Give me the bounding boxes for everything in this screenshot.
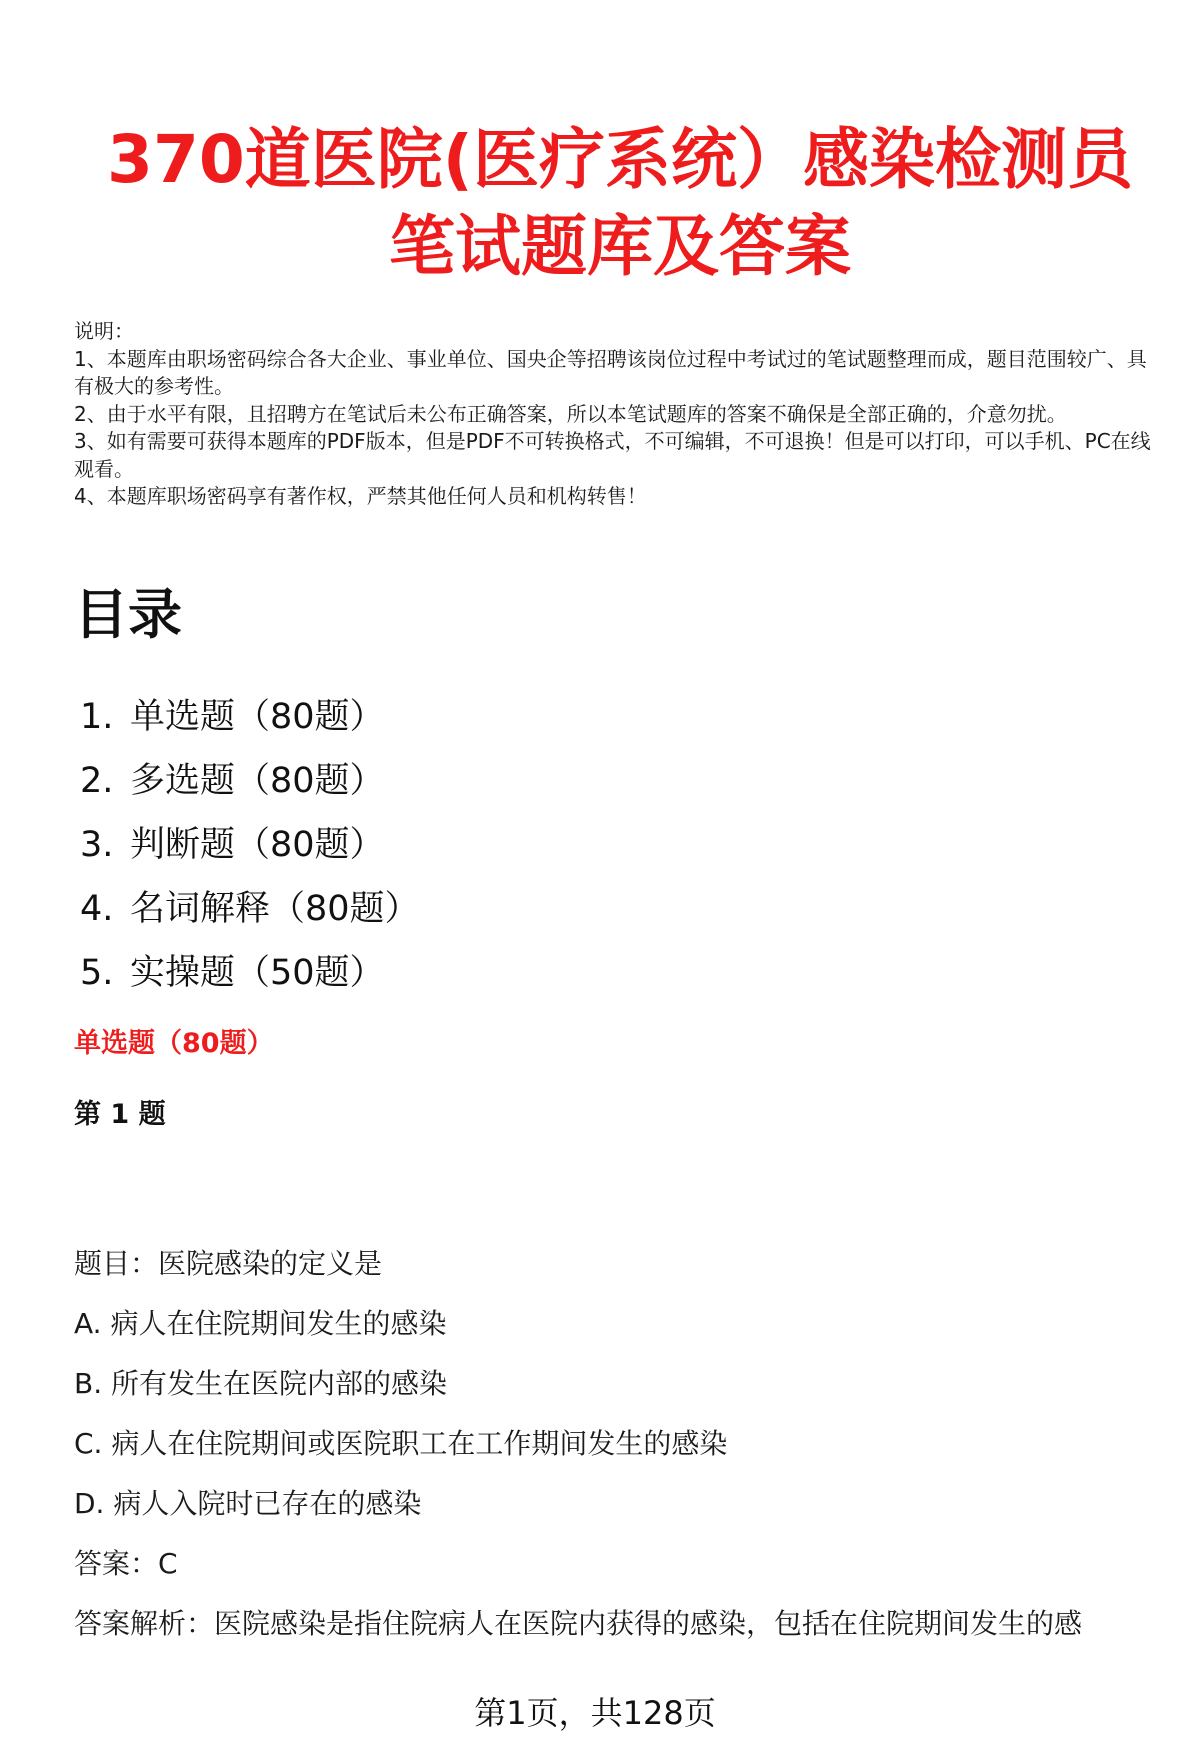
table-of-contents <box>80 685 420 1005</box>
instruction-item-1: 1、本题库由职场密码综合各大企业、事业单位、国央企等招聘该岗位过程中考试过的笔试题整理而成，题目范围较广、具有极大的参考性。 <box>74 346 1147 398</box>
toc-item[interactable] <box>80 685 420 749</box>
page-footer: 第1页，共128页 <box>474 1694 716 1732</box>
toc-item[interactable] <box>80 877 420 941</box>
toc-item[interactable] <box>80 941 420 1005</box>
instructions-block <box>74 318 1154 511</box>
toc-item-number: 3. <box>80 825 114 865</box>
toc-item-label: 多选题（80题） <box>130 761 385 801</box>
toc-item-number: 5. <box>80 953 114 993</box>
toc-item[interactable] <box>80 813 420 877</box>
question-block <box>74 1244 1174 1664</box>
question-stem: 题目：医院感染的定义是 <box>74 1247 383 1280</box>
instruction-item-4: 4、本题库职场密码享有著作权，严禁其他任何人员和机构转售！ <box>74 484 647 508</box>
answer-explanation: 答案解析：医院感染是指住院病人在医院内获得的感染，包括在住院期间发生的感 <box>74 1607 1083 1640</box>
option-c: C. 病人在住院期间或医院职工在工作期间发生的感染 <box>74 1427 728 1460</box>
instructions-heading: 说明： <box>74 319 134 343</box>
toc-item-number: 1. <box>80 697 114 737</box>
section-heading-single-choice: 单选题（80题） <box>74 1028 274 1059</box>
toc-item-number: 4. <box>80 889 114 929</box>
answer: 答案：C <box>74 1547 178 1580</box>
toc-item-number: 2. <box>80 761 114 801</box>
option-b: B. 所有发生在医院内部的感染 <box>74 1367 448 1400</box>
table-of-contents-heading: 目录 <box>74 583 182 646</box>
instruction-item-2: 2、由于水平有限，且招聘方在笔试后未公布正确答案，所以本笔试题库的答案不确保是全部正确的，介意勿扰。 <box>74 401 1067 426</box>
toc-item-label: 名词解释（80题） <box>130 889 420 929</box>
toc-item-label: 实操题（50题） <box>130 953 385 993</box>
toc-item-label: 单选题（80题） <box>130 697 385 737</box>
document-title-line-2: 笔试题库及答案 <box>389 208 851 285</box>
option-d: D. 病人入院时已存在的感染 <box>74 1487 422 1520</box>
option-a: A. 病人在住院期间发生的感染 <box>74 1307 447 1340</box>
question-number: 第 1 题 <box>74 1099 166 1130</box>
toc-item[interactable] <box>80 749 420 813</box>
instruction-item-3: 3、如有需要可获得本题库的PDF版本，但是PDF不可转换格式，不可编辑，不可退换！但是可以打印，可以手机、PC在线观看。 <box>74 429 1151 481</box>
document-title-line-1: 370道医院(医疗系统）感染检测员 <box>107 121 1133 198</box>
toc-item-label: 判断题（80题） <box>130 825 385 865</box>
